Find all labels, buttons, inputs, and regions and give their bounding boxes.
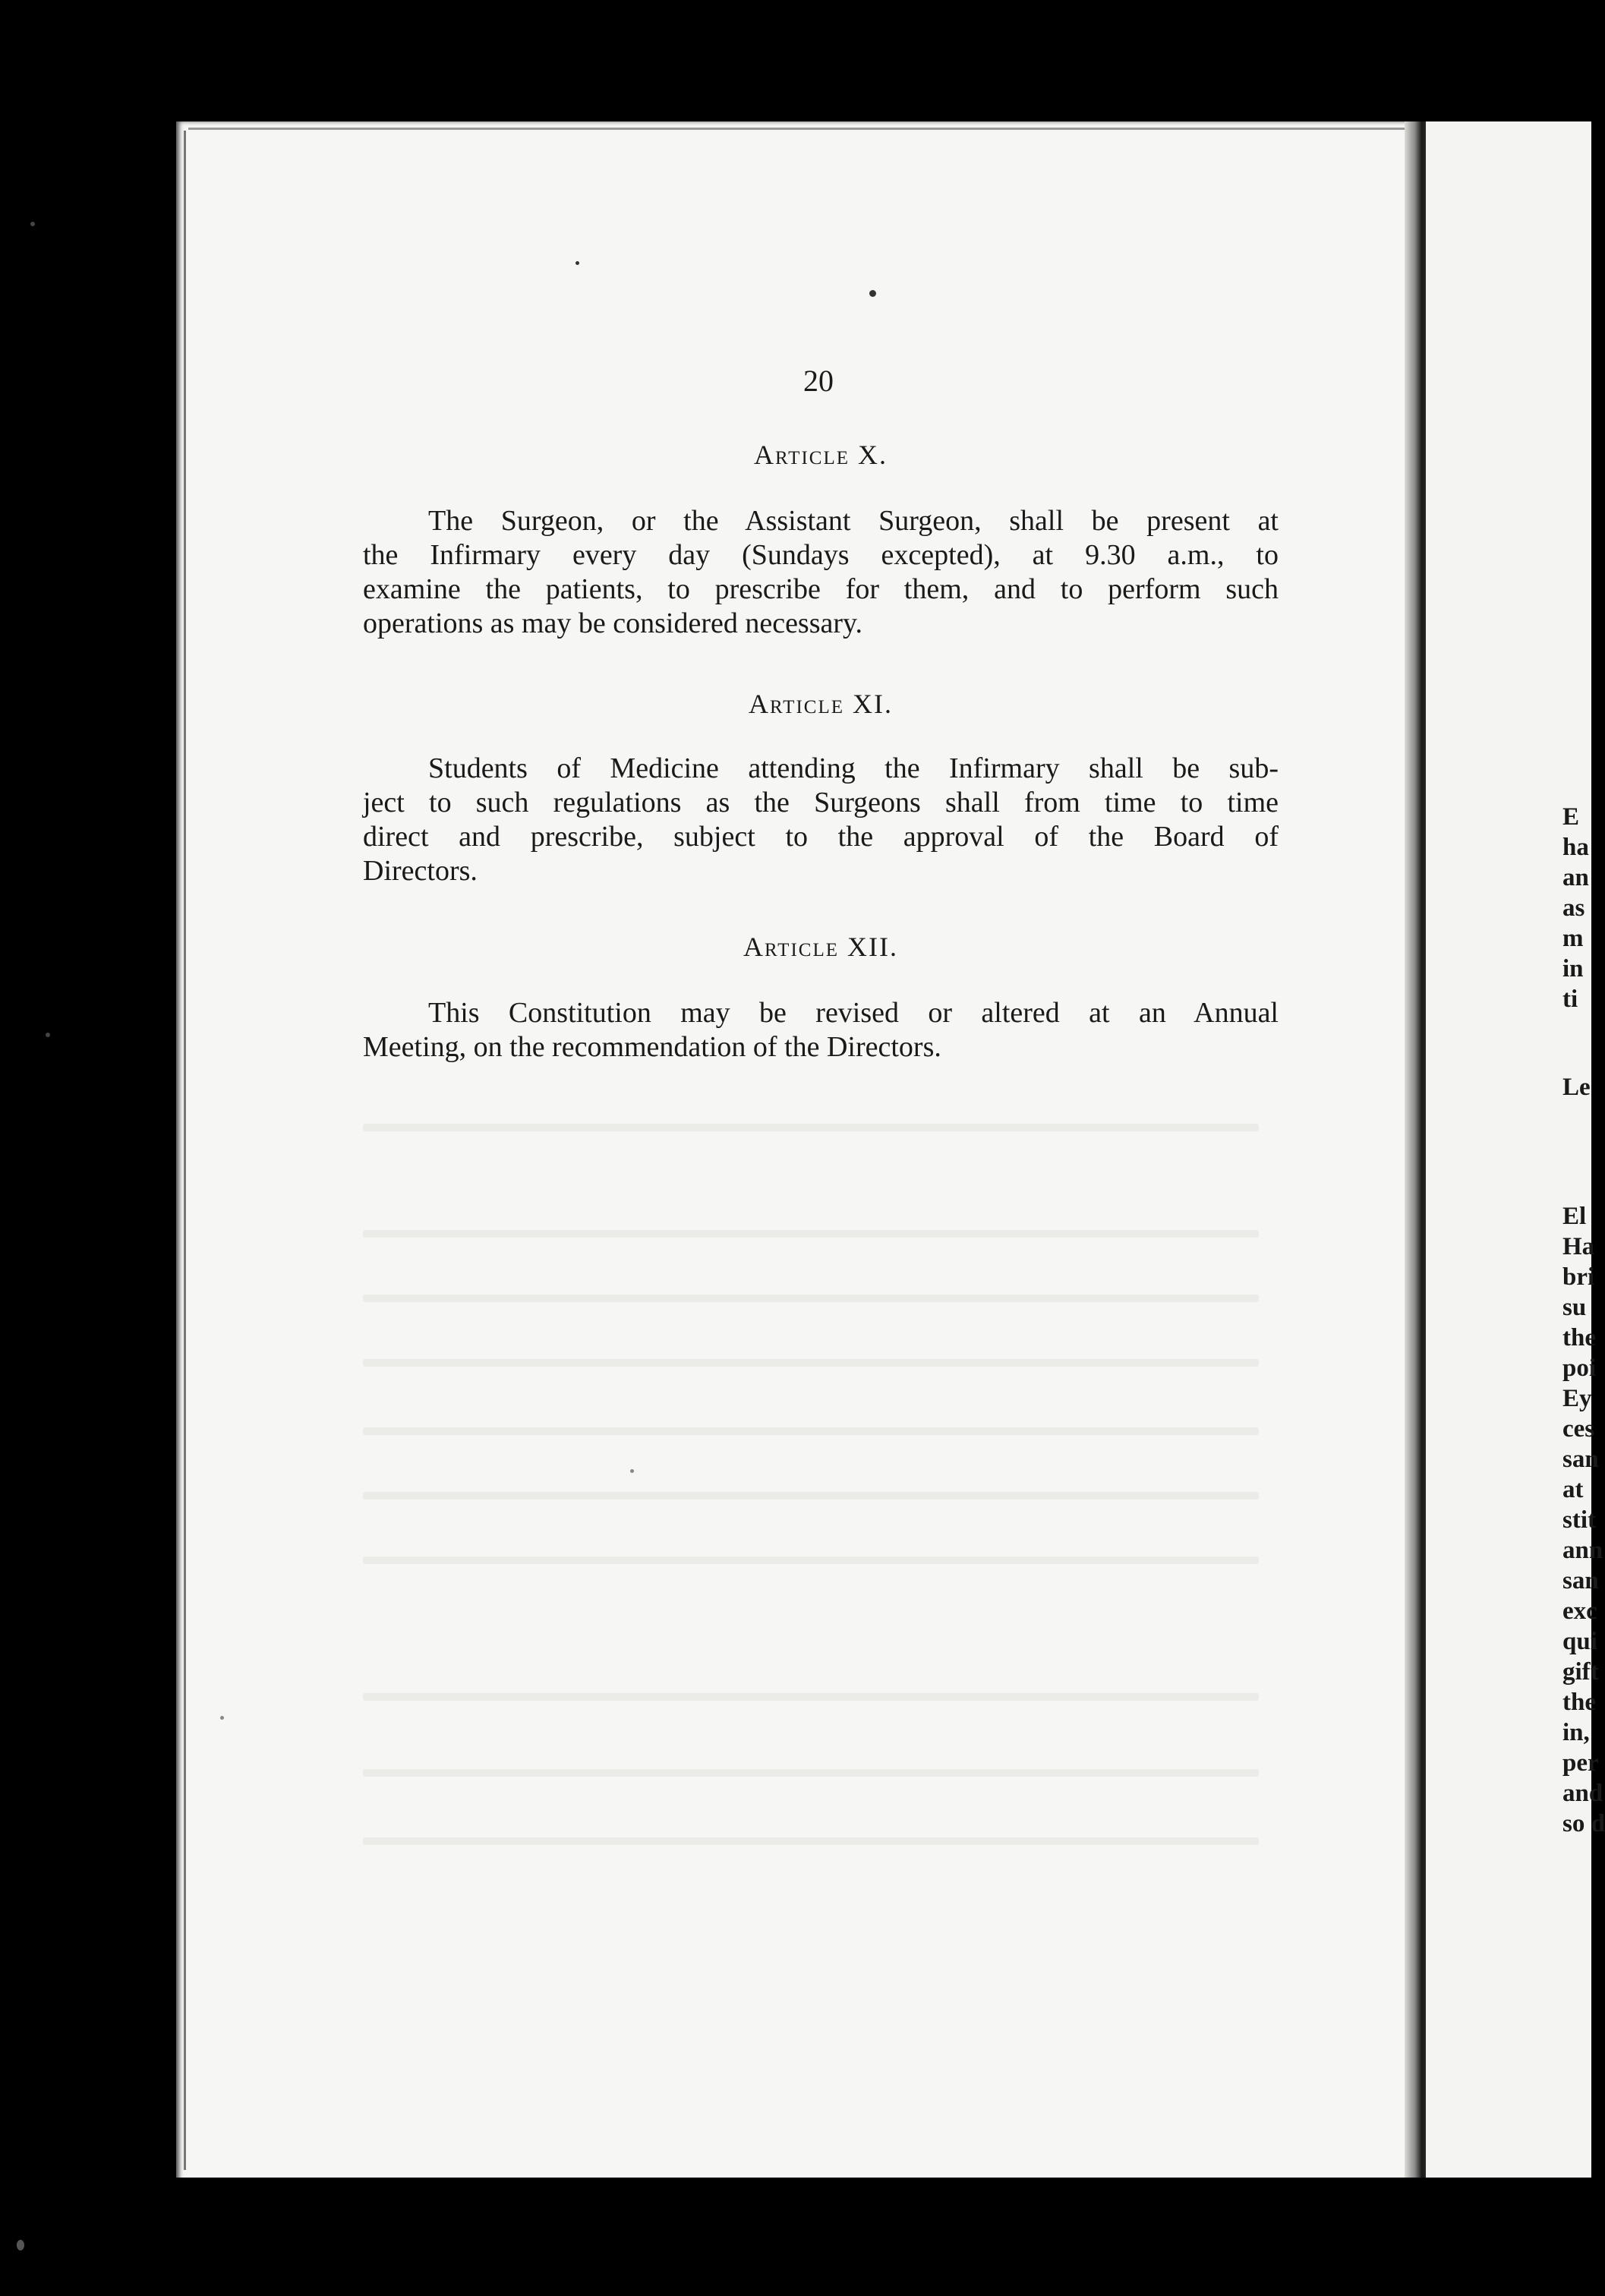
next-page-fragment: per <box>1562 1749 1599 1777</box>
dust-speck <box>30 222 35 226</box>
text-line: ject to such regulations as the Surgeons shall from time to time <box>363 787 1279 818</box>
next-page-fragment: exc <box>1562 1597 1597 1625</box>
bleed-through-line <box>363 1124 1259 1131</box>
dust-speck <box>630 1469 634 1473</box>
text-line: This Constitution may be revised or altered at an Annual <box>428 997 1279 1029</box>
next-page-fragment: gift <box>1562 1658 1599 1686</box>
next-page-fragment: the <box>1562 1689 1596 1716</box>
article-body <box>363 504 1279 641</box>
next-page-fragment: Le <box>1562 1074 1591 1101</box>
next-page-fragment: san <box>1562 1567 1599 1594</box>
text-line: Meeting, on the recommendation of the Directors. <box>363 1031 941 1063</box>
next-page-fragment: Ha <box>1562 1233 1595 1260</box>
next-page-fragment: ces <box>1562 1415 1595 1443</box>
next-page-fragment: and <box>1562 1780 1603 1807</box>
article-body <box>363 752 1279 888</box>
next-page-fragment: m <box>1562 925 1584 952</box>
bleed-through-line <box>363 1837 1259 1845</box>
bleed-through-line <box>363 1769 1259 1777</box>
next-page-fragment: ann <box>1562 1537 1603 1564</box>
text-line: operations as may be considered necessary. <box>363 607 863 639</box>
dust-speck <box>575 261 579 265</box>
page-number: 20 <box>803 364 834 398</box>
bleed-through-line <box>363 1693 1259 1701</box>
next-page-fragment: so d <box>1562 1810 1605 1837</box>
next-page-text-block-3 <box>1562 1201 1605 1839</box>
next-page-fragment: bri <box>1562 1263 1595 1291</box>
next-page-text-block-1 <box>1562 802 1593 1014</box>
next-page-fragment: ti <box>1562 986 1578 1013</box>
next-page-text-block-2 <box>1562 1072 1593 1102</box>
next-page-fragment: in <box>1562 955 1584 982</box>
next-page-fragment: E <box>1562 803 1580 831</box>
next-page-fragment: Ey <box>1562 1385 1592 1412</box>
text-line: the Infirmary every day (Sundays excepted), at 9.30 a.m., to <box>363 539 1279 571</box>
next-page-fragment: san <box>1562 1446 1599 1473</box>
bleed-through-line <box>363 1556 1259 1564</box>
next-page-fragment: qui <box>1562 1628 1597 1655</box>
bleed-through-line <box>363 1295 1259 1302</box>
dust-speck <box>869 290 876 297</box>
next-page-fragment: El <box>1562 1203 1587 1230</box>
right-page <box>1426 121 1605 2178</box>
left-page <box>176 121 1421 2178</box>
next-page-fragment: ha <box>1562 834 1589 861</box>
article-body <box>363 996 1279 1064</box>
dust-speck <box>46 1033 50 1037</box>
text-line: examine the patients, to prescribe for them, and to perform such <box>363 573 1279 605</box>
next-page-fragment: su <box>1562 1294 1587 1321</box>
dust-speck <box>220 1716 224 1720</box>
book-gutter <box>1405 121 1427 2178</box>
text-line: Directors. <box>363 855 478 887</box>
next-page-fragment: in, <box>1562 1719 1590 1746</box>
bleed-through-line <box>363 1230 1259 1238</box>
article-heading: Article XI. <box>749 689 893 719</box>
next-page-fragment: as <box>1562 894 1585 922</box>
text-line: The Surgeon, or the Assistant Surgeon, shall be present at <box>428 505 1279 537</box>
next-page-fragment: at <box>1562 1476 1584 1503</box>
article-heading: Article XII. <box>743 932 898 962</box>
text-line: Students of Medicine attending the Infirmary shall be sub- <box>428 752 1279 784</box>
dust-speck <box>17 2240 24 2250</box>
text-line: direct and prescribe, subject to the approval of the Board of <box>363 821 1279 853</box>
next-page-fragment: the <box>1562 1324 1596 1351</box>
next-page-fragment: stit <box>1562 1506 1596 1534</box>
next-page-fragment: an <box>1562 864 1589 891</box>
article-heading: Article X. <box>754 440 888 470</box>
bleed-through-line <box>363 1427 1259 1435</box>
bleed-through-line <box>363 1359 1259 1367</box>
next-page-fragment: poi <box>1562 1355 1597 1382</box>
bleed-through-line <box>363 1492 1259 1500</box>
